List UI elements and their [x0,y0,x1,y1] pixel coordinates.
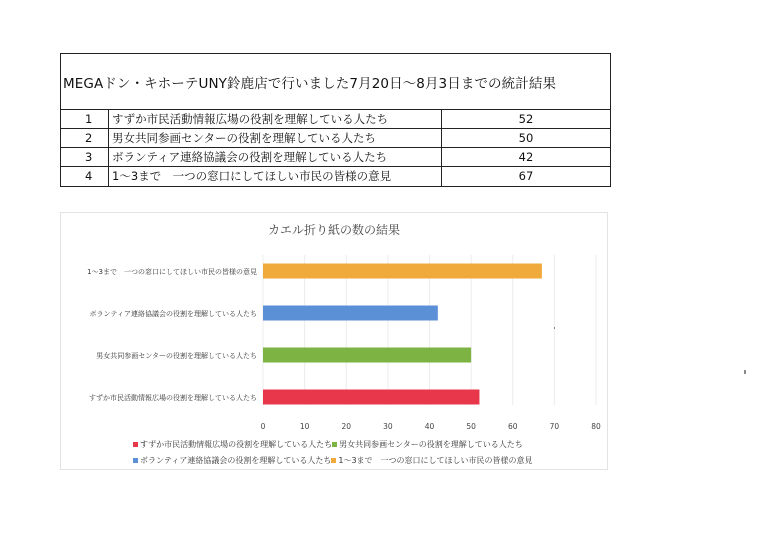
row-label: 男女共同参画センターの役割を理解している人たち [109,129,442,147]
x-tick-label: 80 [591,422,601,431]
scan-mark [554,327,555,329]
row-value: 42 [518,150,534,164]
row-value: 52 [518,112,534,126]
legend-swatch [133,442,138,447]
table-row [61,110,610,129]
legend-swatch [332,442,337,447]
legend-swatch [133,458,138,463]
x-tick-label: 40 [424,422,435,431]
row-number: 1 [61,110,109,128]
bar-chart [60,212,608,470]
legend-item [133,439,332,450]
table-title: MEGAドン・キホーテUNY鈴鹿店で行いました7月20日〜8月3日までの統計結果 [61,54,610,110]
row-value: 67 [518,169,534,183]
category-label: ボランティア連絡協議会の役割を理解している人たち [89,310,257,318]
legend-swatch [331,458,336,463]
legend-item [331,455,532,466]
category-label: 男女共同参画センターの役割を理解している人たち [96,352,257,360]
statistics-table [60,53,611,187]
category-label: 1〜3まで 一つの窓口にしてほしい市民の皆様の意見 [87,268,257,276]
row-label: すずか市民活動情報広場の役割を理解している人たち [109,110,442,128]
x-tick-label: 0 [260,422,266,431]
row-value: 50 [518,131,534,145]
x-tick-label: 70 [549,422,560,431]
x-tick-label: 10 [299,422,310,431]
bar [263,348,471,363]
row-label: 1〜3まで 一つの窓口にしてほしい市民の皆様の意見 [109,167,442,186]
legend-label: すずか市民活動情報広場の役割を理解している人たち [140,440,333,449]
chart-title: カエル折り紙の数の結果 [267,223,400,237]
legend-label: 1〜3まで 一つの窓口にしてほしい市民の皆様の意見 [338,456,533,465]
x-tick-label: 30 [383,422,393,431]
table-row [61,129,610,148]
row-label: ボランティア連絡協議会の役割を理解している人たち [109,148,442,166]
bar [263,264,542,279]
legend-label: 男女共同参画センターの役割を理解している人たち [339,440,523,449]
x-tick-label: 50 [466,422,476,431]
category-label: すずか市民活動情報広場の役割を理解している人たち [88,394,257,402]
scan-mark [744,370,746,374]
table-row [61,167,610,186]
row-number: 4 [61,167,109,186]
chart-plot-area [61,213,609,438]
legend-item [133,455,331,466]
x-tick-label: 60 [507,422,518,431]
legend-label: ボランティア連絡協議会の役割を理解している人たち [140,456,332,465]
chart-legend [133,439,603,466]
row-number: 3 [61,148,109,166]
table-row [61,148,610,167]
legend-item [332,439,523,450]
bar [263,306,438,321]
row-number: 2 [61,129,109,147]
x-tick-label: 20 [341,422,352,431]
bar [263,390,479,405]
